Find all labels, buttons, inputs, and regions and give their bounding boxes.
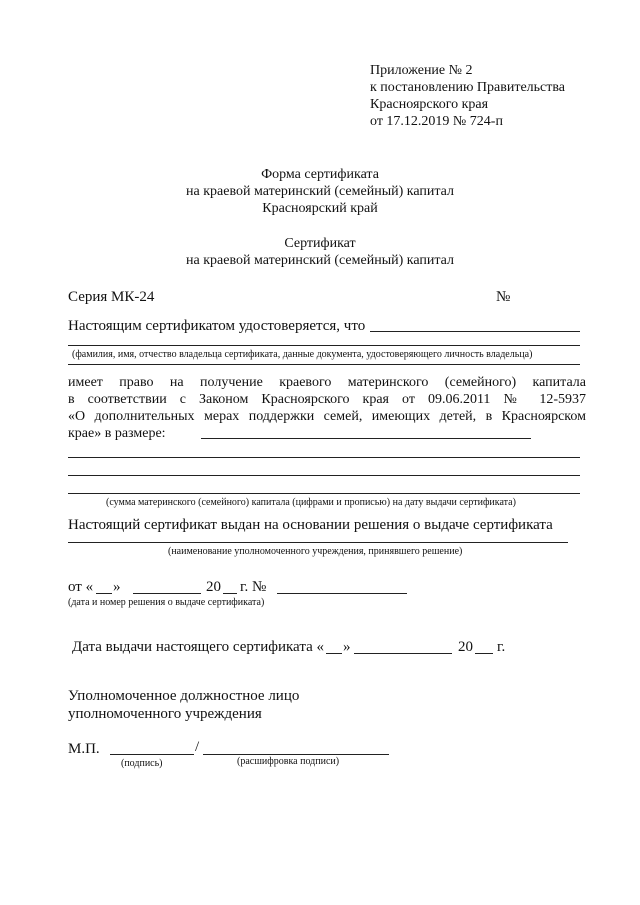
form-title-line2: на краевой материнский (семейный) капитал <box>186 184 454 199</box>
owner-field-line-1[interactable] <box>370 331 580 332</box>
right-line-2: в соответствии с Законом Красноярского края от 09.06.2011 № 12-5937 <box>68 392 586 407</box>
decision-day-field[interactable] <box>96 593 112 594</box>
official-title-line2: уполномоченного учреждения <box>68 706 262 722</box>
decision-month-field[interactable] <box>133 593 201 594</box>
signature-field[interactable] <box>110 754 194 755</box>
amount-field-line-2[interactable] <box>68 457 580 458</box>
form-title-line1: Форма сертификата <box>261 167 379 182</box>
amount-field-line-1[interactable] <box>201 438 531 439</box>
decision-year-prefix: 20 <box>206 579 221 595</box>
right-paragraph <box>68 374 586 442</box>
institution-field-line[interactable] <box>68 542 568 543</box>
signature-slash: / <box>195 739 200 755</box>
certifies-text: Настоящим сертификатом удостоверяется, что <box>68 318 366 334</box>
issue-year-suffix: г. <box>497 639 506 655</box>
number-sign: № <box>496 289 511 305</box>
right-line-1: имеет право на получение краевого материнского (семейного) капитала <box>68 375 586 390</box>
decision-from-label: от « <box>68 579 94 595</box>
decision-year-field[interactable] <box>223 593 237 594</box>
decision-year-suffix: г. № <box>240 579 267 595</box>
decision-number-field[interactable] <box>277 593 407 594</box>
stamp-label: М.П. <box>68 741 100 757</box>
issue-year-field[interactable] <box>475 653 493 654</box>
decision-quote-close: » <box>113 579 121 595</box>
appendix-block <box>370 62 565 130</box>
official-title-line1: Уполномоченное должностное лицо <box>68 688 300 704</box>
decision-caption: (дата и номер решения о выдаче сертификата) <box>68 597 265 608</box>
amount-field-line-4[interactable] <box>68 493 580 494</box>
issued-basis-text: Настоящий сертификат выдан на основании решения о выдаче сертификата <box>68 517 553 533</box>
series-label: Серия МК-24 <box>68 289 155 305</box>
owner-field-line-3[interactable] <box>68 364 580 365</box>
signature-decoding-caption: (расшифровка подписи) <box>237 756 340 767</box>
right-line-4: крае» в размере: <box>68 426 166 441</box>
issue-year-prefix: 20 <box>458 639 473 655</box>
appendix-resolution: к постановлению Правительства <box>370 80 566 95</box>
owner-caption: (фамилия, имя, отчество владельца сертификата, данные документа, удостоверяющего личность владельца) <box>72 349 533 360</box>
issue-day-field[interactable] <box>326 653 342 654</box>
institution-caption: (наименование уполномоченного учреждения, принявшего решение) <box>168 546 463 557</box>
right-line-3: «О дополнительных мерах поддержки семей, имеющих детей, в Красноярском <box>68 409 586 424</box>
issue-date-label: Дата выдачи настоящего сертификата « <box>72 639 324 655</box>
appendix-region: Красноярского края <box>370 97 489 112</box>
sum-caption: (сумма материнского (семейного) капитала (цифрами и прописью) на дату выдачи сертификата) <box>106 497 516 508</box>
appendix-number: Приложение № 2 <box>370 63 473 78</box>
issue-quote-close: » <box>343 639 351 655</box>
signature-caption: (подпись) <box>121 758 163 769</box>
certificate-subtitle: на краевой материнский (семейный) капитал <box>186 253 454 268</box>
certificate-title: Сертификат <box>284 236 356 251</box>
appendix-date: от 17.12.2019 № 724-п <box>370 114 503 129</box>
issue-month-field[interactable] <box>354 653 452 654</box>
form-title-line3: Красноярский край <box>262 201 378 216</box>
owner-field-line-2[interactable] <box>68 345 580 346</box>
amount-field-line-3[interactable] <box>68 475 580 476</box>
signature-decoding-field[interactable] <box>203 754 389 755</box>
